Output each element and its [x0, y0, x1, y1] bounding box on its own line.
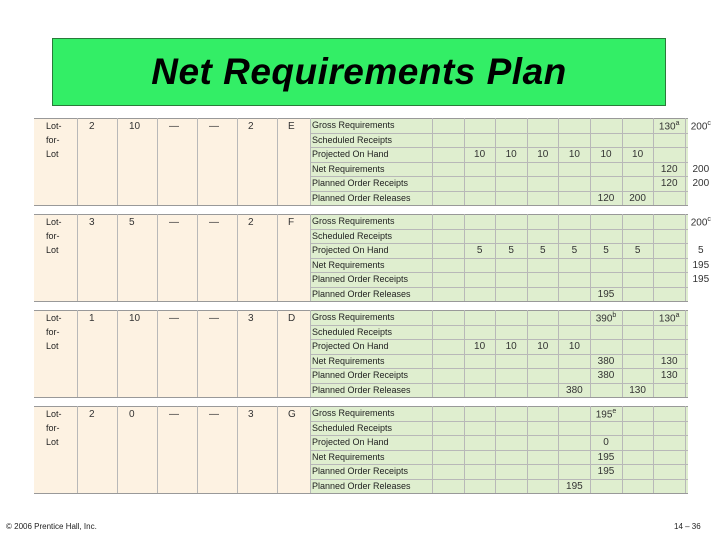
period-divider: [558, 118, 559, 205]
period-divider: [495, 118, 496, 205]
column-divider: [310, 406, 311, 493]
row-label: Net Requirements: [312, 259, 385, 270]
cell-value: [558, 481, 590, 492]
row-label: Projected On Hand: [312, 245, 389, 255]
cell-number: 200: [629, 192, 646, 204]
row-divider: [310, 354, 688, 355]
cell-value: [527, 149, 559, 160]
column-divider: [157, 310, 158, 397]
period-divider: [432, 214, 433, 301]
cell-number: 200: [690, 217, 708, 229]
cell-number: 10: [474, 341, 486, 352]
cell-number: 5: [634, 245, 641, 256]
block-bottom-border: [34, 301, 688, 302]
cell-value: [495, 245, 527, 256]
item-attr-c5: 2: [248, 121, 254, 132]
row-label: Projected On Hand: [312, 341, 389, 351]
cell-number: 195: [692, 259, 710, 271]
cell-value: [685, 216, 717, 228]
cell-number: 5: [476, 245, 483, 256]
row-label: Gross Requirements: [312, 408, 395, 418]
title-banner: [52, 38, 666, 106]
cell-number: 120: [597, 192, 615, 204]
row-divider: [310, 162, 688, 163]
cell-value: [495, 341, 527, 352]
item-attr-c3: —: [169, 217, 179, 228]
row-label: Scheduled Receipts: [312, 422, 393, 433]
item-attr-c2: 10: [129, 313, 141, 324]
cell-value: [464, 245, 496, 256]
lot-size-label: for-: [46, 135, 60, 145]
block-bottom-border: [34, 493, 688, 494]
lot-size-label: for-: [46, 423, 60, 433]
row-divider: [310, 287, 688, 288]
cell-number: 195: [692, 274, 710, 285]
cell-number: 5: [571, 245, 578, 256]
item-attr-c1: 3: [89, 217, 95, 228]
cell-number: 10: [600, 149, 612, 160]
row-divider: [310, 383, 688, 384]
cell-number: 130: [660, 370, 678, 381]
block-bottom-border: [34, 397, 688, 398]
column-divider: [117, 118, 118, 205]
row-label: Planned Order Releases: [312, 480, 411, 491]
item-attr-c4: —: [209, 409, 219, 420]
column-divider: [277, 310, 278, 397]
cell-number: 200: [692, 163, 710, 175]
column-divider: [310, 214, 311, 301]
cell-value: [590, 245, 622, 256]
cell-number: 5: [698, 245, 704, 256]
item-attr-c2: 0: [129, 409, 135, 420]
row-divider: [310, 229, 688, 230]
footnote-marker: e: [612, 408, 617, 415]
cell-number: 380: [597, 370, 615, 381]
row-label: Planned Order Releases: [312, 384, 411, 395]
row-divider: [310, 464, 688, 465]
row-divider: [310, 435, 688, 436]
row-label: Planned Order Receipts: [312, 466, 409, 476]
row-divider: [310, 339, 688, 340]
cell-value: [558, 149, 590, 160]
cell-value: [464, 341, 496, 352]
row-divider: [310, 450, 688, 451]
row-divider: [310, 176, 688, 177]
row-divider: [310, 133, 688, 134]
item-attr-c2: 5: [129, 217, 135, 228]
cell-value: [558, 245, 590, 256]
period-divider: [464, 214, 465, 301]
column-divider: [277, 406, 278, 493]
cell-value: [653, 178, 685, 189]
column-divider: [77, 310, 78, 397]
column-divider: [77, 406, 78, 493]
column-divider: [237, 310, 238, 397]
lot-size-label: Lot-: [46, 121, 62, 131]
cell-value: [558, 385, 590, 396]
row-label: Scheduled Receipts: [312, 134, 393, 145]
cell-value: [590, 370, 622, 381]
item-attr-c4: —: [209, 217, 219, 228]
cell-value: [685, 274, 717, 285]
column-divider: [157, 406, 158, 493]
row-divider: [310, 368, 688, 369]
cell-value: [495, 149, 527, 160]
column-divider: [197, 214, 198, 301]
item-attr-c1: 2: [89, 121, 95, 132]
lot-size-label: for-: [46, 327, 60, 337]
column-divider: [277, 214, 278, 301]
cell-number: 5: [603, 245, 609, 256]
item-attr-c5: 3: [248, 313, 254, 324]
cell-value: [590, 356, 622, 367]
cell-value: [622, 193, 654, 204]
item-attr-c1: 2: [89, 409, 95, 420]
period-divider: [653, 214, 654, 301]
column-divider: [157, 118, 158, 205]
cell-value: [527, 245, 559, 256]
cell-number: 5: [508, 245, 514, 256]
lot-size-label: Lot-: [46, 217, 62, 227]
period-divider: [432, 406, 433, 493]
cell-number: 390: [595, 313, 613, 325]
cell-value: [590, 312, 622, 324]
cell-value: [685, 260, 717, 271]
row-divider: [310, 272, 688, 273]
cell-value: [653, 370, 685, 381]
row-label: Planned Order Receipts: [312, 178, 409, 188]
cell-number: 10: [537, 341, 549, 352]
row-divider: [310, 421, 688, 422]
column-divider: [157, 214, 158, 301]
period-divider: [432, 310, 433, 397]
mrp-tables: [34, 118, 711, 496]
period-divider: [653, 406, 654, 493]
cell-number: 200: [692, 178, 710, 189]
column-divider: [197, 118, 198, 205]
column-divider: [277, 118, 278, 205]
column-divider: [237, 214, 238, 301]
cell-value: [558, 341, 590, 352]
cell-value: [653, 164, 685, 175]
period-divider: [527, 310, 528, 397]
page-number: 14 – 36: [674, 522, 701, 531]
row-label: Planned Order Receipts: [312, 274, 409, 284]
cell-number: 380: [597, 355, 615, 367]
cell-number: 120: [660, 163, 678, 175]
cell-value: [622, 385, 654, 396]
item-attr-item: F: [288, 217, 295, 228]
item-attr-c2: 10: [129, 121, 141, 132]
row-label: Gross Requirements: [312, 120, 395, 130]
cell-number: 10: [505, 149, 517, 160]
column-divider: [117, 214, 118, 301]
lot-size-label: Lot: [46, 341, 59, 351]
cell-value: [464, 149, 496, 160]
item-attr-c3: —: [169, 313, 179, 324]
item-attr-item: E: [288, 121, 295, 132]
row-label: Gross Requirements: [312, 216, 395, 226]
item-attr-c5: 2: [248, 217, 254, 228]
row-label: Net Requirements: [312, 355, 385, 366]
row-label: Net Requirements: [312, 163, 385, 174]
lot-size-label: Lot-: [46, 409, 62, 419]
row-label: Planned Order Releases: [312, 192, 411, 203]
row-label: Planned Order Receipts: [312, 370, 409, 380]
row-label: Net Requirements: [312, 451, 385, 462]
lot-size-label: Lot: [46, 149, 59, 159]
page-title: Net Requirements Plan: [151, 51, 567, 92]
cell-value: [590, 437, 622, 448]
row-label: Scheduled Receipts: [312, 230, 393, 241]
column-divider: [237, 118, 238, 205]
cell-value: [685, 164, 717, 175]
cell-value: [590, 466, 622, 477]
cell-value: [527, 341, 559, 352]
period-divider: [464, 310, 465, 397]
cell-number: 10: [568, 341, 580, 352]
cell-number: 130: [658, 313, 676, 325]
period-divider: [495, 406, 496, 493]
column-divider: [117, 310, 118, 397]
cell-number: 10: [632, 149, 644, 160]
cell-value: [590, 452, 622, 463]
period-divider: [527, 214, 528, 301]
footnote-marker: a: [675, 312, 680, 319]
period-divider: [527, 118, 528, 205]
cell-value: [653, 120, 685, 132]
item-attr-c3: —: [169, 121, 179, 132]
period-divider: [558, 214, 559, 301]
cell-number: 380: [566, 384, 583, 396]
cell-number: 130: [660, 355, 678, 367]
row-label: Gross Requirements: [312, 312, 395, 322]
cell-number: 195: [597, 451, 615, 463]
item-attr-item: G: [288, 409, 296, 420]
row-divider: [310, 191, 688, 192]
lot-size-label: Lot: [46, 437, 59, 447]
period-divider: [685, 406, 686, 493]
footnote-marker: c: [707, 216, 711, 223]
cell-value: [590, 149, 622, 160]
cell-number: 195: [597, 288, 615, 300]
column-divider: [117, 406, 118, 493]
row-divider: [310, 258, 688, 259]
block-bottom-border: [34, 205, 688, 206]
cell-number: 120: [660, 178, 678, 189]
row-divider: [310, 147, 688, 148]
row-divider: [310, 243, 688, 244]
cell-value: [622, 245, 654, 256]
period-divider: [464, 406, 465, 493]
period-divider: [432, 118, 433, 205]
period-divider: [527, 406, 528, 493]
cell-value: [653, 356, 685, 367]
row-divider: [310, 325, 688, 326]
item-attr-item: D: [288, 313, 296, 324]
cell-number: 10: [568, 149, 580, 160]
cell-value: [685, 120, 717, 132]
cell-number: 130: [658, 121, 676, 133]
cell-value: [685, 245, 717, 256]
footnote-marker: b: [612, 312, 617, 319]
cell-number: 5: [540, 245, 546, 256]
column-divider: [310, 118, 311, 205]
footnote-marker: a: [675, 120, 680, 127]
cell-number: 195: [566, 480, 583, 492]
item-attr-c4: —: [209, 121, 219, 132]
cell-number: 130: [629, 384, 646, 396]
period-divider: [495, 214, 496, 301]
cell-number: 200: [690, 121, 708, 133]
column-divider: [310, 310, 311, 397]
row-label: Projected On Hand: [312, 149, 389, 159]
period-divider: [495, 310, 496, 397]
column-divider: [77, 214, 78, 301]
cell-value: [622, 149, 654, 160]
column-divider: [197, 310, 198, 397]
cell-number: 0: [603, 437, 609, 448]
column-divider: [197, 406, 198, 493]
cell-value: [590, 289, 622, 300]
cell-value: [590, 408, 622, 420]
column-divider: [77, 118, 78, 205]
cell-number: 10: [474, 149, 486, 160]
footnote-marker: c: [707, 120, 711, 127]
row-label: Projected On Hand: [312, 437, 389, 447]
item-attr-c4: —: [209, 313, 219, 324]
row-label: Scheduled Receipts: [312, 326, 393, 337]
cell-number: 10: [505, 341, 517, 352]
copyright-footer: © 2006 Prentice Hall, Inc.: [6, 522, 97, 531]
lot-size-label: for-: [46, 231, 60, 241]
cell-number: 195: [597, 466, 615, 477]
item-attr-c5: 3: [248, 409, 254, 420]
item-attr-c3: —: [169, 409, 179, 420]
period-divider: [464, 118, 465, 205]
cell-number: 195: [595, 409, 613, 421]
row-divider: [310, 479, 688, 480]
cell-number: 10: [537, 149, 549, 160]
lot-size-label: Lot: [46, 245, 59, 255]
column-divider: [237, 406, 238, 493]
row-label: Planned Order Releases: [312, 288, 411, 299]
cell-value: [590, 193, 622, 204]
item-attr-c1: 1: [89, 313, 95, 324]
cell-value: [685, 178, 717, 189]
lot-size-label: Lot-: [46, 313, 62, 323]
cell-value: [653, 312, 685, 324]
